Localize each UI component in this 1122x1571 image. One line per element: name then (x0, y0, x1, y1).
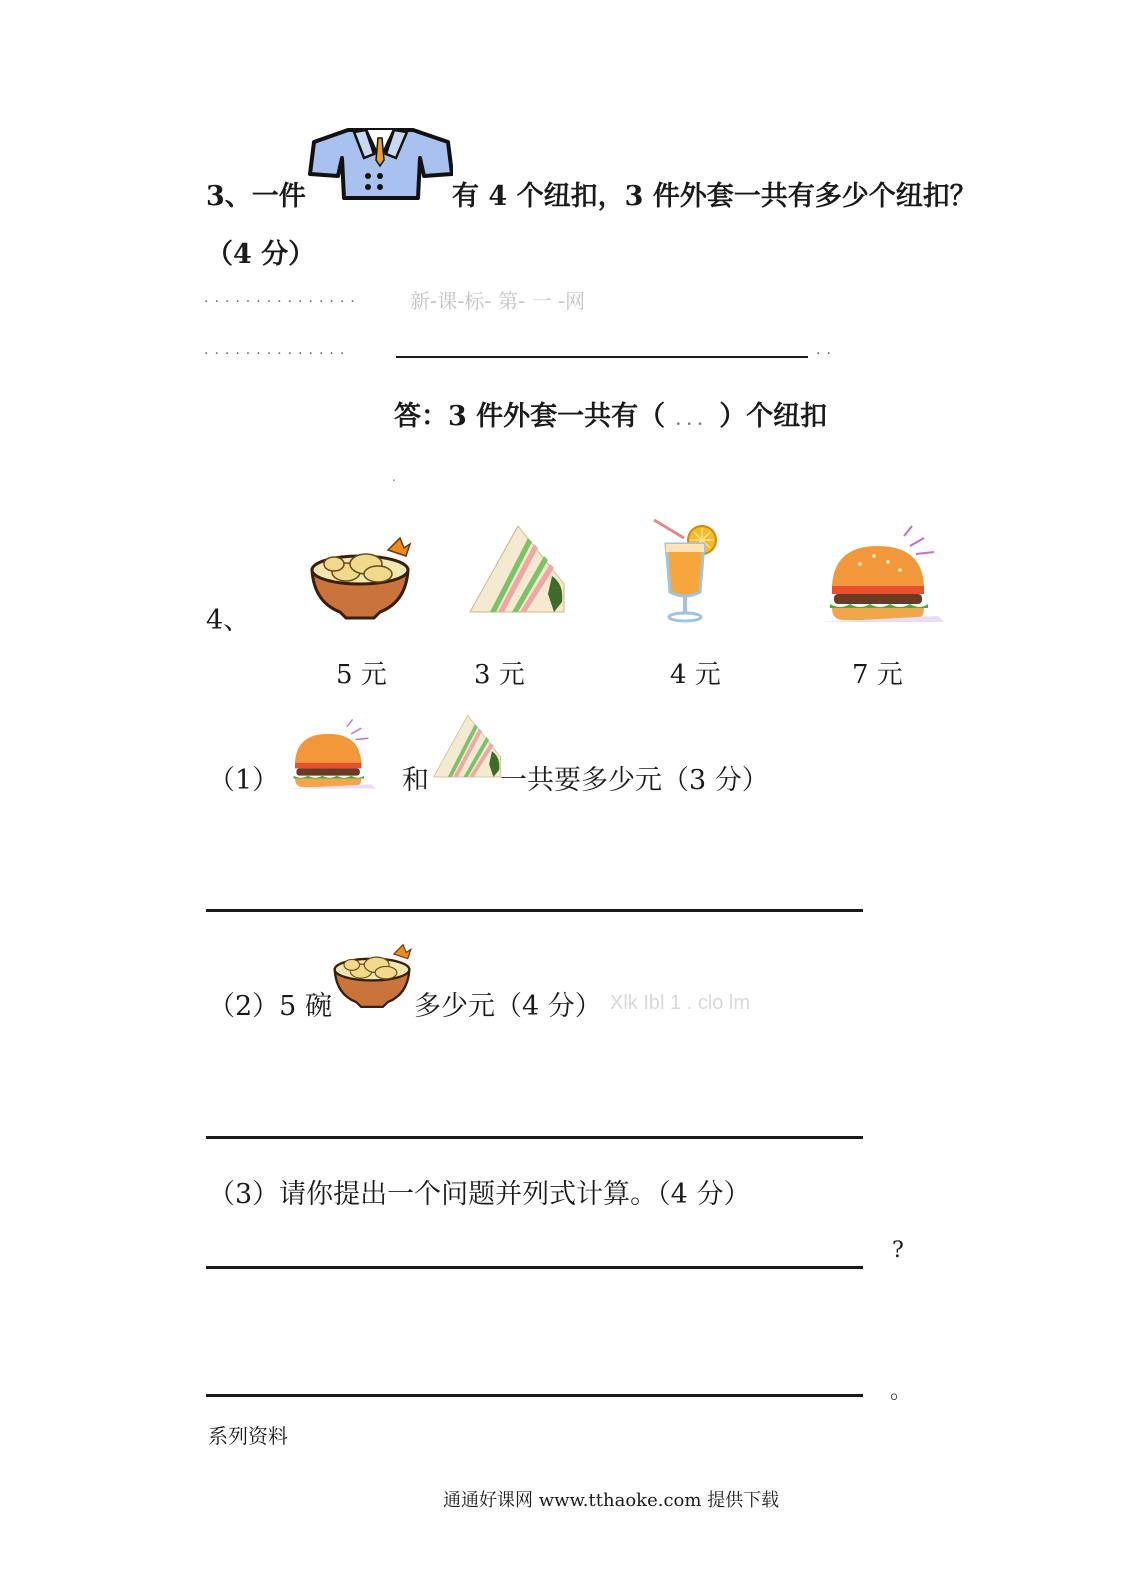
q3-dotted-line-2-end: .. (816, 342, 837, 358)
price-label: 5 元 (336, 660, 387, 690)
watermark-text: Xlk Ibl 1 . clo lm (610, 992, 751, 1014)
shrimp-rice-bowl-icon (308, 532, 412, 622)
q4-label: 4、 (206, 605, 251, 636)
q3-dotted-line-2: .............. (204, 342, 351, 358)
sandwich-icon (468, 524, 566, 616)
price-label: 7 元 (852, 660, 903, 690)
watermark-text: 新-课-标- 第- 一 -网 (410, 289, 586, 313)
q3-answer-prefix: 答：3 件外套一共有（ (394, 401, 666, 432)
q3-answer-sentence (394, 394, 827, 433)
answer-line[interactable] (206, 909, 863, 912)
jacket-icon (308, 124, 453, 202)
answer-line[interactable] (206, 1266, 863, 1269)
shrimp-rice-bowl-icon (330, 940, 414, 1010)
answer-line[interactable] (206, 1394, 863, 1397)
price-label: 4 元 (670, 660, 721, 690)
juice-glass-icon (648, 514, 724, 624)
q3-dotted-line-1: ............... (204, 290, 361, 306)
q4-sub3-question: （3）请你提出一个问题并列式计算。（4 分） (208, 1179, 751, 1210)
q4-sub2-prefix: （2）5 碗 (208, 991, 332, 1022)
stray-mark: . (392, 470, 396, 484)
footer-source: 通通好课网 www.tthaoke.com 提供下载 (443, 1490, 780, 1511)
q3-answer-line (396, 356, 808, 358)
q4-sub2-question: 多少元（4 分） (414, 991, 602, 1022)
hamburger-icon (820, 524, 944, 624)
hamburger-icon (286, 718, 376, 790)
q4-sub1-and: 和 (402, 765, 429, 796)
answer-line[interactable] (206, 1136, 863, 1139)
q3-question-text: 有 4 个纽扣，3 件外套一共有多少个纽扣？ (452, 181, 977, 212)
series-label: 系列资料 (208, 1424, 288, 1448)
q3-answer-suffix: ）个纽扣 (719, 401, 828, 432)
price-label: 3 元 (474, 660, 525, 690)
q3-answer-blank[interactable]: ... (675, 413, 709, 429)
q4-sub1-prefix: （1） (208, 765, 280, 796)
period-mark: 。 (890, 1379, 913, 1404)
sandwich-icon (432, 712, 502, 782)
q3-label: 3、一件 (206, 181, 306, 212)
q3-score: （4 分） (206, 239, 316, 270)
q4-sub1-question: 一共要多少元（3 分） (500, 765, 769, 796)
question-mark: ? (892, 1238, 904, 1263)
